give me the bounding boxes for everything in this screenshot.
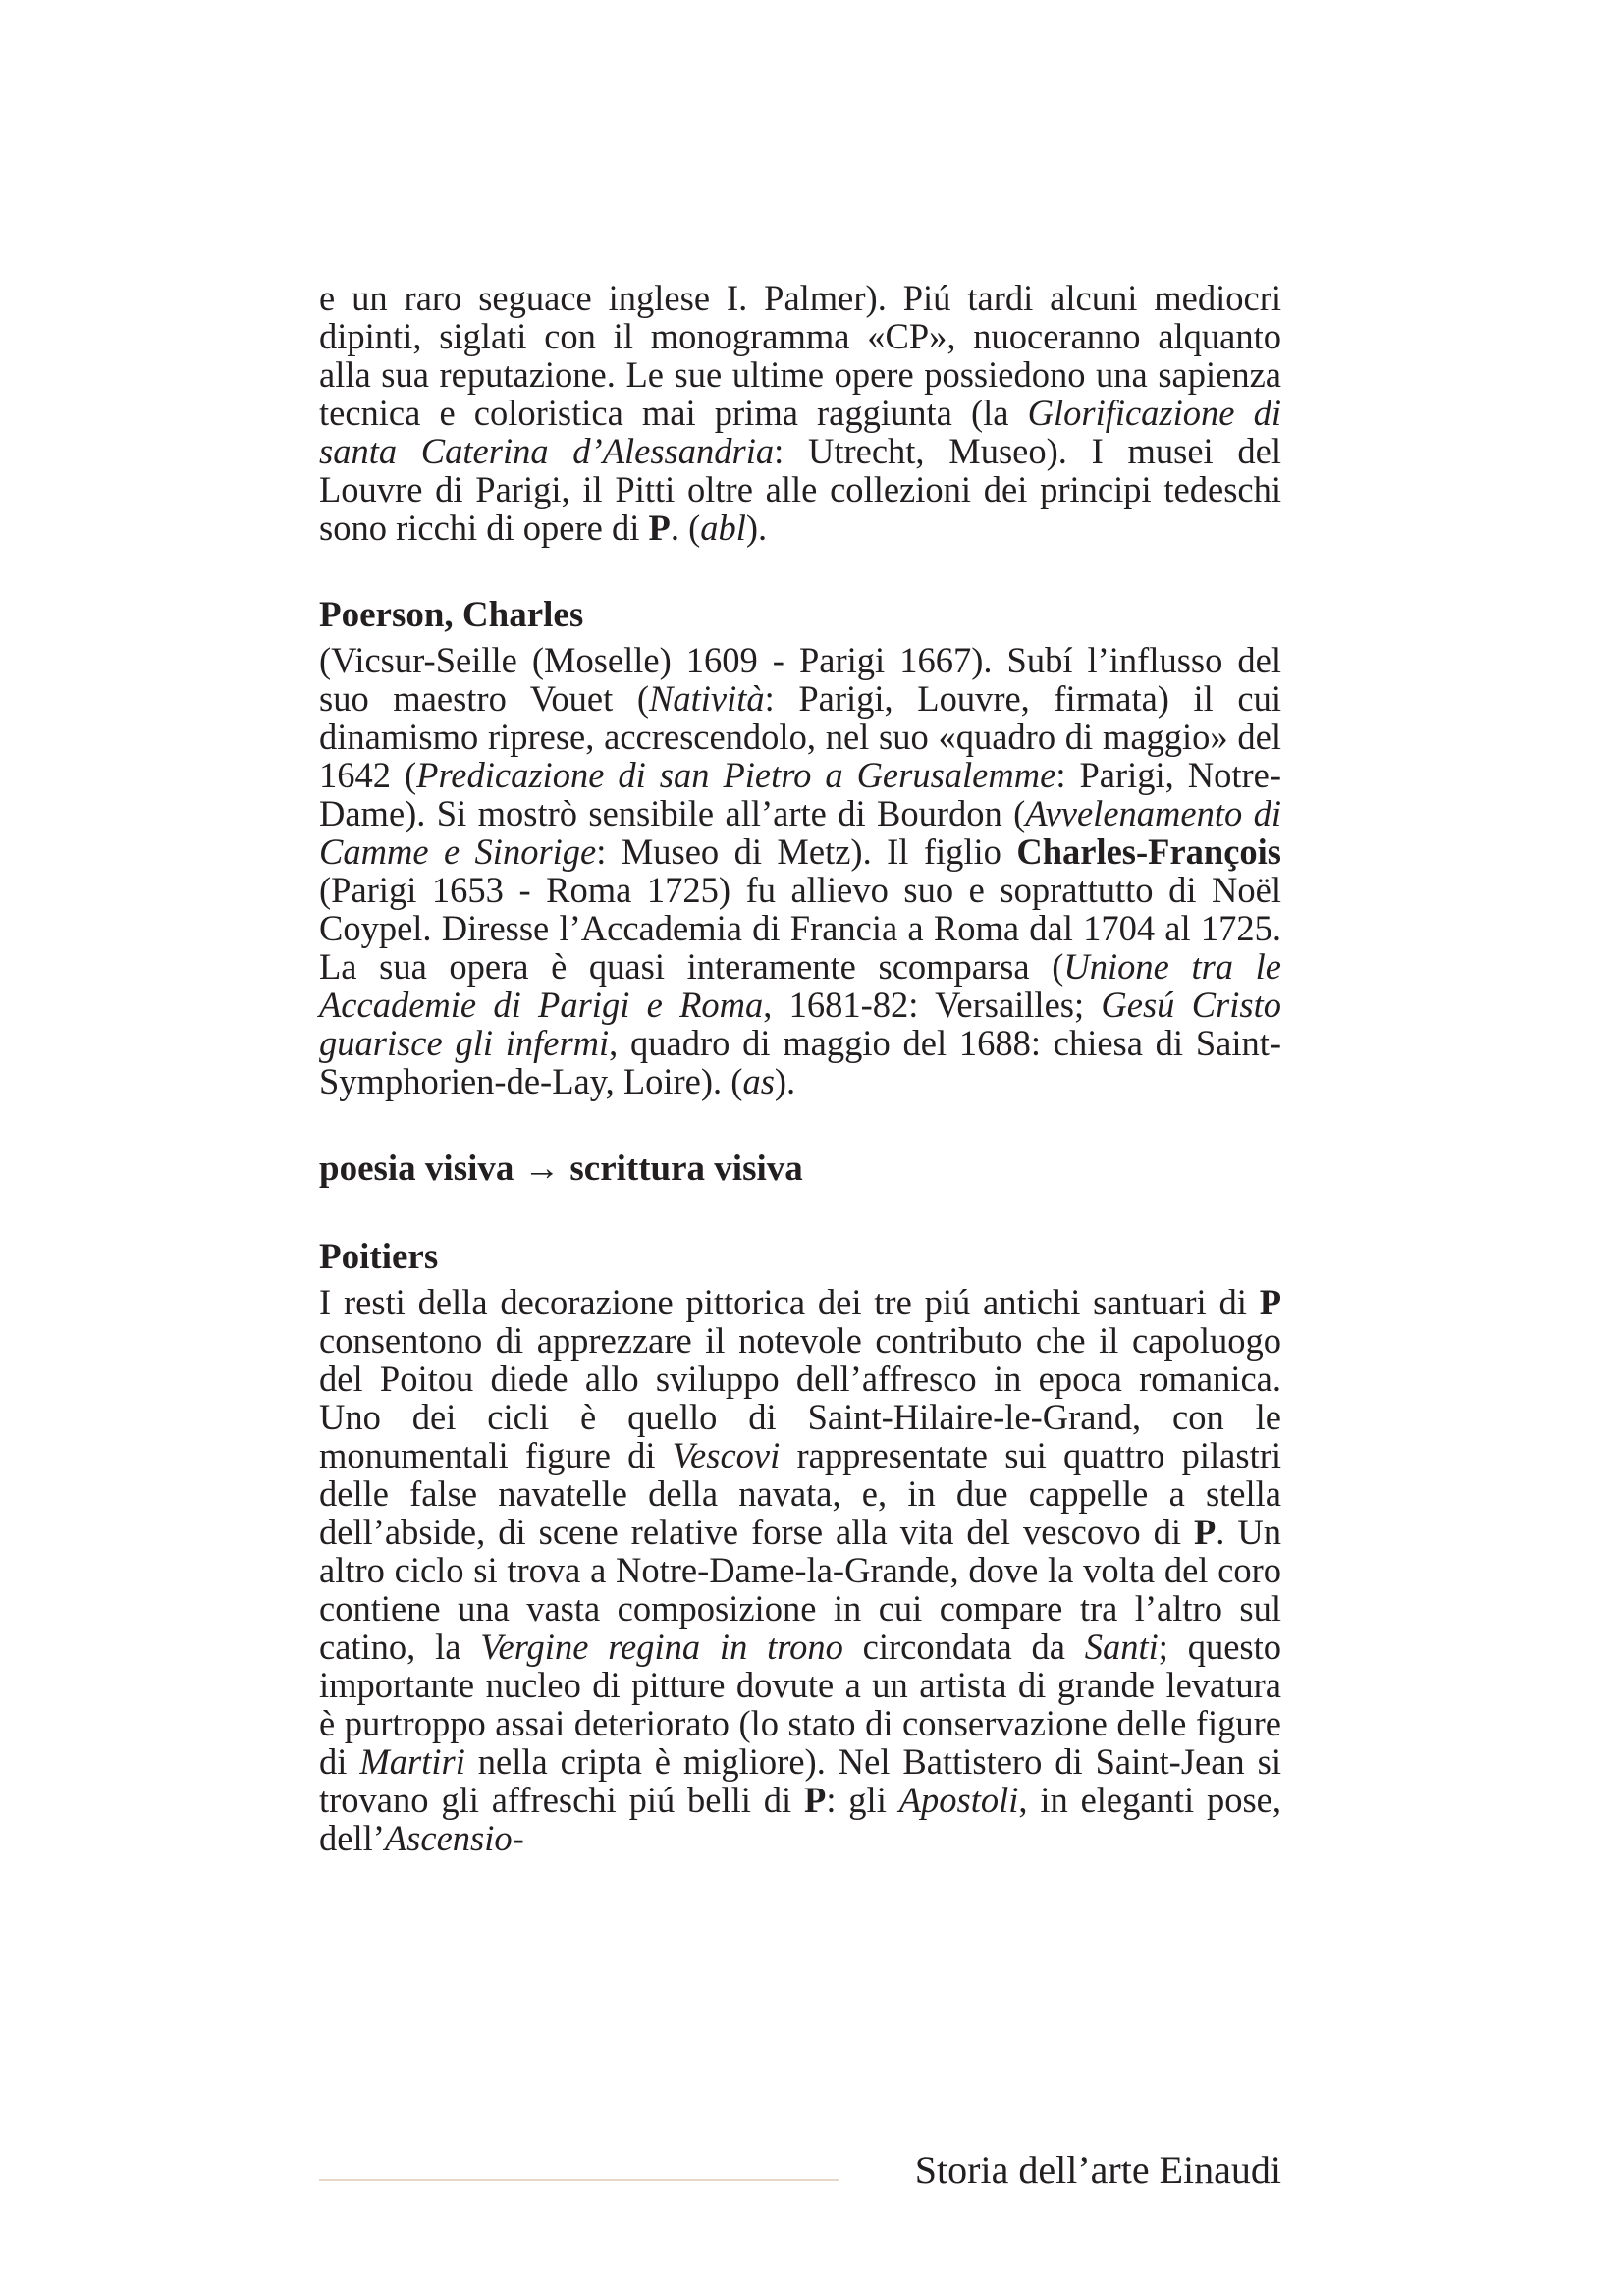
italic-run: Natività	[649, 678, 765, 719]
italic-run: Ascensio-	[384, 1818, 524, 1858]
footer-rule	[319, 2179, 839, 2181]
italic-run: Gesú Cristo guarisce gli infermi	[319, 985, 1281, 1063]
text-column	[319, 279, 1281, 1857]
continuation-paragraph	[319, 279, 1281, 547]
text-run: (Vicsur-Seille (Moselle) 1609 - Parigi 1667). Subí l’influsso del suo maestro Vouet (	[319, 640, 1281, 719]
text-run: , 1681-82: Versailles;	[763, 985, 1102, 1025]
text-run: , quadro di maggio del 1688: chiesa di Saint-Symphorien-de-Lay, Loire). (	[319, 1023, 1282, 1101]
bold-run: P	[804, 1780, 827, 1820]
text-run: ).	[774, 1061, 796, 1101]
text-run: rappresentate sui quattro pilastri delle false navatelle della navata, e, in due cappelle a stella dell’abside, di scene relative forse alla vita del vescovo di	[319, 1435, 1282, 1552]
text-run: ; questo importante nucleo di pitture dovute a un artista di grande levatura è purtroppo assai deteriorato (lo stato di conservazione delle figure di	[319, 1627, 1282, 1782]
text-run: . Un altro ciclo si trova a Notre-Dame-la-Grande, dove la volta del coro contiene una vasta composizione in cui compare tra l’altro sul catino, la	[319, 1512, 1282, 1667]
text-run: , in eleganti pose, dell’	[319, 1780, 1281, 1858]
italic-run: Santi	[1084, 1627, 1159, 1667]
bold-run: Charles-François	[1016, 831, 1281, 872]
italic-run: Martiri	[359, 1741, 465, 1782]
text-run: : gli	[826, 1780, 899, 1820]
italic-run: Vescovi	[672, 1435, 781, 1475]
entry-title-poitiers: Poitiers	[319, 1237, 439, 1277]
text-run: (Parigi 1653 - Roma 1725) fu allievo suo e soprattutto di Noël Coypel. Diresse l’Accademia di Francia a Roma dal 1704 al 1725. La sua opera è quasi interamente scomparsa (	[319, 870, 1281, 987]
bold-run: P	[1193, 1512, 1217, 1552]
text-run: e un raro seguace inglese I. Palmer). Piú tardi alcuni mediocri dipinti, siglati con il monogramma «CP», nuoceranno alquanto alla sua reputazione. Le sue ultime opere possiedono una sapienza tecnica e coloristica mai prima raggiunta (la	[319, 278, 1281, 433]
bold-run: P	[648, 507, 671, 548]
text-run: : Parigi, Notre-Dame). Si mostrò sensibile all’arte di Bourdon (	[319, 755, 1282, 833]
footer-publisher: Storia dell’arte Einaudi	[914, 2148, 1281, 2192]
entry-title-poerson: Poerson, Charles	[319, 595, 584, 635]
text-run: I resti della decorazione pittorica dei tre piú antichi santuari di	[319, 1282, 1260, 1322]
text-run: : Parigi, Louvre, firmata) il cui dinamismo riprese, accrescendolo, nel suo «quadro di maggio» del 1642 (	[319, 678, 1281, 795]
italic-run: Predicazione di san Pietro a Gerusalemme	[416, 755, 1056, 795]
text-run: : Museo di Metz). Il figlio	[596, 831, 1017, 872]
italic-run: Glorificazione di santa Caterina d’Alessandria	[319, 393, 1281, 471]
cross-reference	[319, 1149, 1281, 1189]
cross-reference-from: poesia visiva	[319, 1148, 514, 1189]
italic-run: Unione tra le Accademie di Parigi e Roma	[319, 946, 1282, 1025]
italic-run: Vergine regina in trono	[480, 1627, 843, 1667]
text-run: : Utrecht, Museo). I musei del Louvre di Parigi, il Pitti oltre alle collezioni dei principi tedeschi sono ricchi di opere di	[319, 431, 1281, 548]
text-run: nella cripta è migliore). Nel Battistero di Saint-Jean si trovano gli affreschi piú belli di	[319, 1741, 1281, 1820]
entry-body-poitiers	[319, 1283, 1281, 1857]
text-run: ).	[745, 507, 768, 548]
italic-run: Avvelenamento di Camme e Sinorige	[319, 793, 1281, 872]
cross-reference-to: scrittura visiva	[569, 1148, 803, 1189]
bold-run: P	[1259, 1282, 1281, 1322]
page-footer	[319, 2146, 1281, 2195]
italic-run: as	[742, 1061, 775, 1101]
text-run: . (	[670, 507, 701, 548]
text-run: consentono di apprezzare il notevole contributo che il capoluogo del Poitou diede allo sviluppo dell’affresco in epoca romanica. Uno dei cicli è quello di Saint-Hilaire-le-Grand, con le monumentali figure di	[319, 1320, 1281, 1475]
text-run: circondata da	[842, 1627, 1085, 1667]
italic-run: Apostoli	[898, 1780, 1019, 1820]
arrow-right-icon: →	[523, 1148, 561, 1189]
entry-body-poerson	[319, 641, 1281, 1100]
italic-run: abl	[700, 507, 746, 548]
